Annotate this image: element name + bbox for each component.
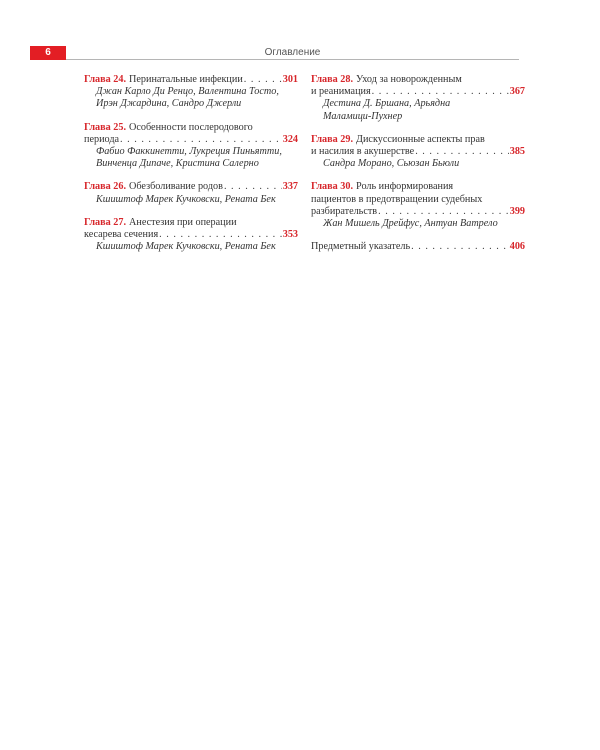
chapter-title: Предметный указатель [311,241,411,253]
header-rule [66,59,519,60]
chapter-label: Глава 29. [311,133,354,145]
chapter-title: и насилия в акушерстве [311,146,415,158]
chapter-title: кесарева сечения [84,229,159,241]
toc-column-left [84,74,298,264]
page-number-ref: 367 [509,86,525,98]
toc-entry-title-line [311,206,525,218]
chapter-authors: Жан Мишель Дрейфус, Антуан Ватрело [323,218,498,230]
toc-entry-title-line [84,134,298,146]
chapter-label: Глава 30. [311,181,354,193]
chapter-title: Роль информирования [356,181,454,193]
toc-entry-title-line [84,181,298,193]
dot-leader [415,146,509,158]
page-number-ref: 337 [282,181,298,193]
toc-entry [311,134,525,171]
dot-leader [378,206,509,218]
toc-entry-title-line [311,194,525,206]
toc-column-right [311,74,525,264]
dot-leader [372,86,509,98]
chapter-authors: Маламици-Пухнер [323,110,403,122]
chapter-title: и реанимация [311,86,371,98]
toc-entry-title-line [311,134,525,146]
page-number-ref: 385 [509,146,525,158]
chapter-authors: Винченца Дипаче, Кристина Салерно [96,158,259,170]
chapter-label: Глава 28. [311,74,354,85]
toc-entry [84,217,298,254]
dot-leader [120,134,282,146]
page-number: 6 [30,46,66,60]
toc-entry-title-line [84,122,298,134]
toc-entry [84,122,298,171]
toc-entry-title-line [311,241,525,253]
toc-entry-title-line [311,86,525,98]
page-number-ref: 301 [282,74,298,85]
toc-entry [84,74,298,111]
chapter-title: периода [84,133,120,145]
toc-entry-title-line [311,74,525,86]
dot-leader [244,74,282,86]
dot-leader [224,181,282,193]
chapter-label: Глава 27. [84,216,127,228]
dot-leader [159,229,282,241]
page-number-ref: 399 [509,205,525,217]
chapter-authors: Фабио Факкинетти, Лукреция Пиньятти, [96,146,282,158]
page-header [30,46,519,60]
chapter-authors: Джан Карло Ди Ренцо, Валентина Тосто, [96,86,279,98]
chapter-authors: Кшиштоф Марек Кучковски, Рената Бек [96,241,276,253]
chapter-title: Перинатальные инфекции [129,74,243,85]
toc-entry-title-line [84,229,298,241]
chapter-authors: Ирэн Джардина, Сандро Джерли [96,98,242,110]
page-number-ref: 406 [509,241,525,253]
toc-entry [84,181,298,205]
running-title: Оглавление [264,47,321,58]
chapter-title: Уход за новорожденным [356,74,462,85]
toc-entry-title-line [84,74,298,86]
chapter-label: Глава 24. [84,74,127,85]
toc-entry [311,74,525,123]
chapter-label: Глава 25. [84,121,127,133]
chapter-authors: Кшиштоф Марек Кучковски, Рената Бек [96,193,276,205]
dot-leader [411,241,509,253]
chapter-title: Анестезия при операции [129,216,237,228]
chapter-title: разбирательств [311,205,378,217]
chapter-authors: Дестина Д. Бршана, Арьядна [323,98,451,110]
toc-entry-title-line [311,181,525,193]
chapter-title: пациентов в предотвращении судебных [311,193,483,205]
toc-entry [311,241,525,253]
chapter-title: Обезболивание родов [129,181,223,193]
chapter-title: Особенности послеродового [129,121,253,133]
chapter-title: Дискуссионные аспекты прав [356,133,485,145]
toc-entry-title-line [84,217,298,229]
toc-entry [311,181,525,230]
page-number-ref: 324 [282,133,298,145]
page-number-ref: 353 [282,229,298,241]
chapter-label: Глава 26. [84,181,127,193]
chapter-authors: Сандра Морано, Сьюзан Бьюли [323,158,460,170]
toc-entry-title-line [311,146,525,158]
